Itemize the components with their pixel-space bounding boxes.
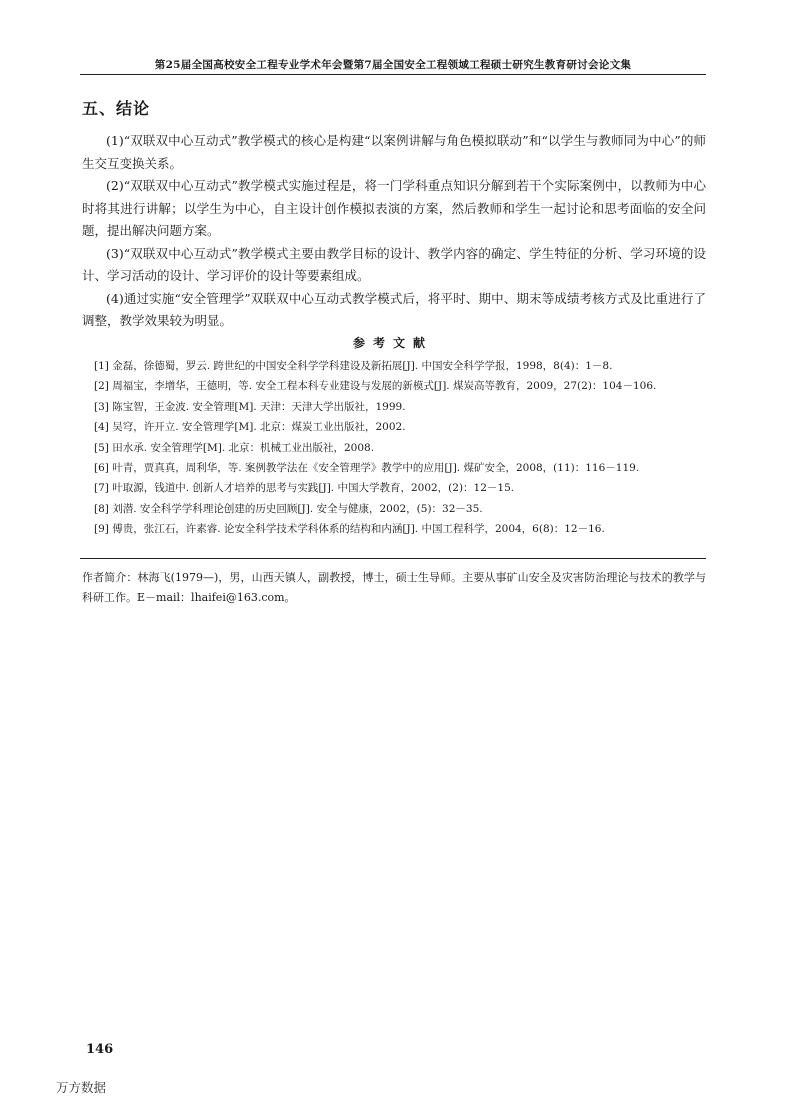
references-title: 参考文献	[352, 336, 433, 350]
reference-item: [7] 叶取源，钱道中. 创新人才培养的思考与实践[J]. 中国大学教育，2002，(2)：12－15.	[94, 482, 515, 495]
conclusion-paragraph: (4)通过实施“安全管理学”双联双中心互动式教学模式后，将平时、期中、期末等成绩考核方式及比重进行了调整，教学效果较为明显。	[82, 290, 706, 328]
footnote-rule	[80, 558, 706, 559]
reference-item: [3] 陈宝智，王金波. 安全管理[M]. 天津：天津大学出版社，1999.	[94, 400, 406, 413]
reference-item: [9] 傅贵，张江石，许素睿. 论安全科学技术学科体系的结构和内涵[J]. 中国工程科学，2004，6(8)：12－16.	[94, 523, 605, 536]
conclusion-paragraph: (3)“双联双中心互动式”教学模式主要由教学目标的设计、教学内容的确定、学生特征的分析、学习环境的设计、学习活动的设计、学习评价的设计等要素组成。	[82, 245, 706, 283]
reference-item: [1] 金磊，徐德蜀，罗云. 跨世纪的中国安全科学学科建设及新拓展[J]. 中国安全科学学报，1998，8(4)：1－8.	[94, 360, 613, 372]
header-rule	[80, 74, 706, 75]
conclusions-body	[82, 130, 706, 333]
conclusion-paragraph: (2)“双联双中心互动式”教学模式实施过程是，将一门学科重点知识分解到若干个实际案例中，以教师为中心时将其进行讲解；以学生为中心，自主设计创作模拟表演的方案，然后教师和学生一起讨论和思考面临的安全问题，提出解决问题方案。	[82, 178, 706, 238]
reference-item: [5] 田水承. 安全管理学[M]. 北京：机械工业出版社，2008.	[94, 441, 375, 454]
reference-item: [2] 周福宝，李增华，王德明，等. 安全工程本科专业建设与发展的新模式[J]. 煤炭高等教育，2009，27(2)：104－106.	[94, 380, 657, 393]
reference-item: [8] 刘潜. 安全科学学科理论创建的历史回顾[J]. 安全与健康，2002，(5)：32－35.	[94, 502, 483, 515]
section-title: 五、结论	[82, 99, 151, 118]
references-list	[94, 356, 706, 540]
reference-item: [6] 叶青，贾真真，周利华，等. 案例教学法在《安全管理学》教学中的应用[J]. 煤矿安全，2008，(11)：116－119.	[94, 462, 640, 475]
watermark: 万方数据	[56, 1080, 107, 1095]
page-number: 146	[86, 1042, 114, 1057]
running-header: 第25届全国高校安全工程专业学术年会暨第7届全国安全工程领域工程硕士研究生教育研讨会论文集	[154, 59, 632, 71]
reference-item: [4] 吴穹，许开立. 安全管理学[M]. 北京：煤炭工业出版社，2002.	[94, 421, 406, 434]
conclusion-paragraph: (1)“双联双中心互动式”教学模式的核心是构建“以案例讲解与角色模拟联动”和“以学生与教师同为中心”的师生交互变换关系。	[82, 133, 706, 171]
author-note: 作者简介：林海飞(1979—)，男，山西天镇人，副教授，博士，硕士生导师。主要从事矿山安全及灾害防治理论与技术的教学与科研工作。E－mail：lhaifei@163.com。	[82, 571, 706, 604]
